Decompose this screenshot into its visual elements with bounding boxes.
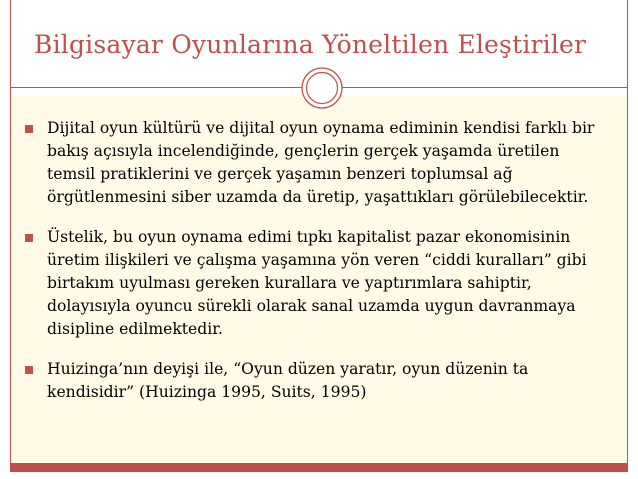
square-bullet-icon [25,366,33,374]
square-bullet-icon [25,234,33,242]
bullet-text: Üstelik, bu oyun oynama edimi tıpkı kapitalist pazar ekonomisinin üretim ilişkileri ve çalışma yaşamına yön veren “ciddi kuralları” gibi birtakım uyulması gereken kurallara ve yaptırımlara sahiptir, dolayısıyla oyuncu sürekli olarak sanal uzamda uygun davranmaya disipline edilmektedir. [47,228,587,338]
bullet-list [25,117,610,421]
footer-bar [10,463,628,472]
list-item [25,358,610,404]
concentric-circle-ornament-icon [300,66,344,110]
bullet-text: Huizinga’nın deyişi ile, “Oyun düzen yaratır, oyun düzenin ta kendisidir” (Huizinga 1995, Suits, 1995) [47,360,529,401]
list-item [25,226,610,341]
bullet-text: Dijital oyun kültürü ve dijital oyun oynama ediminin kendisi farklı bir bakış açısıyla incelendiğinde, gençlerin gerçek yaşamda üretilen temsil pratiklerini ve gerçek yaşamın benzeri toplumsal ağ örgütlenmesini siber uzamda da üretip, yaşattıkları görülebilecektir. [47,119,595,206]
square-bullet-icon [25,125,33,133]
list-item [25,117,610,209]
slide-title: Bilgisayar Oyunlarına Yöneltilen Eleştiriler [34,30,587,59]
frame-right-line [627,0,628,463]
